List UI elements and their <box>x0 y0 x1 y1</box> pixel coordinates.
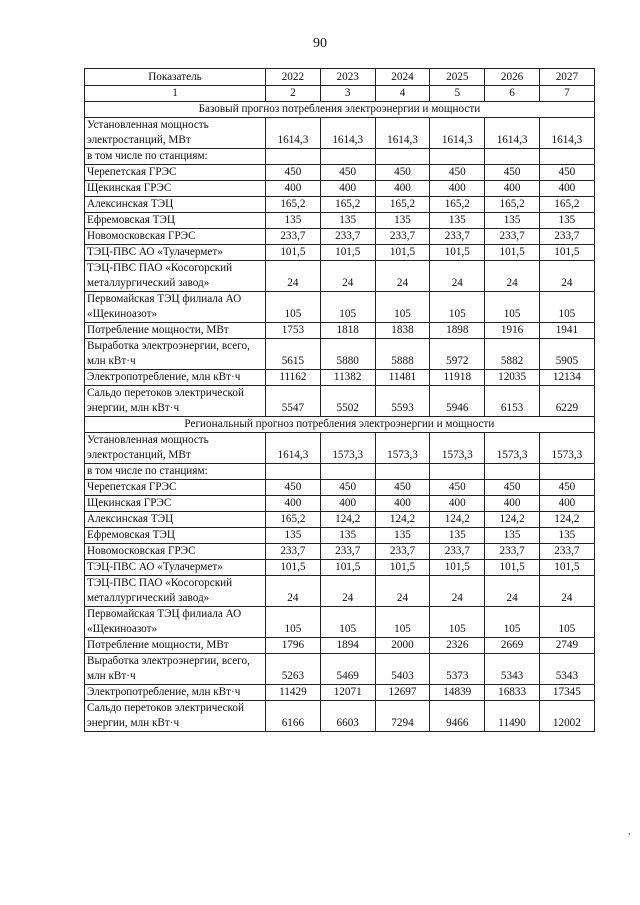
value-cell: 450 <box>430 165 485 181</box>
value-cell: 233,7 <box>430 544 485 560</box>
header-year: 2023 <box>320 69 375 86</box>
value-cell: 400 <box>539 181 594 197</box>
value-cell: 400 <box>430 181 485 197</box>
value-cell: 400 <box>485 181 540 197</box>
table-row <box>85 292 595 323</box>
value-cell: 1614,3 <box>320 118 375 149</box>
value-cell: 105 <box>485 607 540 638</box>
value-cell: 1614,3 <box>266 433 321 464</box>
value-cell: 400 <box>320 496 375 512</box>
table-row <box>85 685 595 701</box>
table-row <box>85 576 595 607</box>
row-label: ТЭЦ-ПВС ПАО «Косогорский металлургический завод» <box>85 261 266 292</box>
row-label: Первомайская ТЭЦ филиала АО «Щекиноазот» <box>85 607 266 638</box>
value-cell: 1614,3 <box>485 118 540 149</box>
value-cell: 24 <box>430 576 485 607</box>
value-cell: 135 <box>430 213 485 229</box>
column-index: 6 <box>485 86 540 102</box>
value-cell: 135 <box>485 528 540 544</box>
value-cell: 233,7 <box>375 544 430 560</box>
value-cell: 1573,3 <box>430 433 485 464</box>
row-label: Сальдо перетоков электрической энергии, млн кВт·ч <box>85 701 266 732</box>
value-cell: 101,5 <box>320 560 375 576</box>
value-cell: 105 <box>430 292 485 323</box>
section-title-row <box>85 417 595 433</box>
forecast-table <box>84 68 595 732</box>
value-cell: 6153 <box>485 386 540 417</box>
value-cell <box>430 464 485 480</box>
value-cell: 135 <box>375 528 430 544</box>
table-row <box>85 149 595 165</box>
table-row <box>85 607 595 638</box>
value-cell: 450 <box>485 165 540 181</box>
header-year: 2025 <box>430 69 485 86</box>
value-cell: 12134 <box>539 370 594 386</box>
column-index: 2 <box>266 86 321 102</box>
value-cell: 24 <box>539 576 594 607</box>
row-label: Ефремовская ТЭЦ <box>85 528 266 544</box>
table-row <box>85 638 595 654</box>
value-cell: 1818 <box>320 323 375 339</box>
value-cell: 1614,3 <box>266 118 321 149</box>
value-cell: 5882 <box>485 339 540 370</box>
value-cell: 105 <box>485 292 540 323</box>
value-cell: 101,5 <box>430 245 485 261</box>
value-cell: 101,5 <box>485 245 540 261</box>
value-cell: 101,5 <box>539 560 594 576</box>
value-cell: 101,5 <box>375 245 430 261</box>
row-label: Выработка электроэнергии, всего, млн кВт·ч <box>85 654 266 685</box>
table-row <box>85 464 595 480</box>
value-cell: 5263 <box>266 654 321 685</box>
value-cell: 135 <box>320 528 375 544</box>
value-cell: 233,7 <box>375 229 430 245</box>
value-cell <box>375 464 430 480</box>
value-cell <box>266 464 321 480</box>
page-number: 90 <box>313 36 327 51</box>
value-cell: 12035 <box>485 370 540 386</box>
header-year: 2022 <box>266 69 321 86</box>
value-cell: 5593 <box>375 386 430 417</box>
value-cell: 1573,3 <box>320 433 375 464</box>
value-cell: 124,2 <box>485 512 540 528</box>
value-cell: 233,7 <box>430 229 485 245</box>
value-cell: 450 <box>485 480 540 496</box>
value-cell: 5373 <box>430 654 485 685</box>
table-row <box>85 339 595 370</box>
value-cell: 12071 <box>320 685 375 701</box>
value-cell: 233,7 <box>320 544 375 560</box>
table-row <box>85 528 595 544</box>
value-cell: 1898 <box>430 323 485 339</box>
table-row <box>85 213 595 229</box>
value-cell: 165,2 <box>375 197 430 213</box>
value-cell: 105 <box>430 607 485 638</box>
value-cell: 1838 <box>375 323 430 339</box>
value-cell: 5946 <box>430 386 485 417</box>
table-row <box>85 118 595 149</box>
value-cell: 101,5 <box>539 245 594 261</box>
value-cell: 400 <box>266 181 321 197</box>
value-cell <box>485 149 540 165</box>
table-row <box>85 560 595 576</box>
value-cell: 124,2 <box>539 512 594 528</box>
value-cell: 124,2 <box>375 512 430 528</box>
value-cell: 11481 <box>375 370 430 386</box>
value-cell: 450 <box>430 480 485 496</box>
value-cell: 1894 <box>320 638 375 654</box>
value-cell: 135 <box>266 528 321 544</box>
value-cell: 1941 <box>539 323 594 339</box>
table-row <box>85 480 595 496</box>
table-row <box>85 197 595 213</box>
column-index: 7 <box>539 86 594 102</box>
value-cell: 9466 <box>430 701 485 732</box>
value-cell: 450 <box>320 165 375 181</box>
value-cell: 5343 <box>539 654 594 685</box>
value-cell: 5547 <box>266 386 321 417</box>
value-cell: 233,7 <box>266 229 321 245</box>
value-cell: 233,7 <box>320 229 375 245</box>
value-cell: 105 <box>375 292 430 323</box>
value-cell: 400 <box>320 181 375 197</box>
value-cell: 1614,3 <box>539 118 594 149</box>
value-cell <box>485 464 540 480</box>
table-row <box>85 386 595 417</box>
value-cell: 7294 <box>375 701 430 732</box>
row-label: Потребление мощности, МВт <box>85 323 266 339</box>
value-cell: 12002 <box>539 701 594 732</box>
value-cell: 5880 <box>320 339 375 370</box>
value-cell: 5403 <box>375 654 430 685</box>
row-label: Установленная мощность электростанций, МВт <box>85 118 266 149</box>
value-cell: 105 <box>539 292 594 323</box>
row-label: Электропотребление, млн кВт·ч <box>85 370 266 386</box>
value-cell <box>539 149 594 165</box>
table-row <box>85 701 595 732</box>
table-row <box>85 544 595 560</box>
value-cell: 11429 <box>266 685 321 701</box>
value-cell: 6229 <box>539 386 594 417</box>
value-cell: 24 <box>375 261 430 292</box>
value-cell: 165,2 <box>485 197 540 213</box>
row-label: Потребление мощности, МВт <box>85 638 266 654</box>
value-cell: 2749 <box>539 638 594 654</box>
value-cell: 2000 <box>375 638 430 654</box>
value-cell: 2669 <box>485 638 540 654</box>
value-cell: 135 <box>266 213 321 229</box>
row-label: Щекинская ГРЭС <box>85 496 266 512</box>
value-cell: 101,5 <box>266 245 321 261</box>
row-label: Щекинская ГРЭС <box>85 181 266 197</box>
value-cell <box>539 464 594 480</box>
row-label: Алексинская ТЭЦ <box>85 197 266 213</box>
value-cell: 11162 <box>266 370 321 386</box>
value-cell: 1573,3 <box>485 433 540 464</box>
value-cell: 124,2 <box>430 512 485 528</box>
value-cell: 6603 <box>320 701 375 732</box>
value-cell: 135 <box>430 528 485 544</box>
table-header-row <box>85 69 595 86</box>
value-cell: 1614,3 <box>430 118 485 149</box>
value-cell: 1614,3 <box>375 118 430 149</box>
value-cell: 11490 <box>485 701 540 732</box>
value-cell: 105 <box>320 292 375 323</box>
value-cell: 5905 <box>539 339 594 370</box>
value-cell: 14839 <box>430 685 485 701</box>
table-row <box>85 165 595 181</box>
value-cell: 450 <box>375 480 430 496</box>
column-index: 3 <box>320 86 375 102</box>
row-label: Новомосковская ГРЭС <box>85 544 266 560</box>
value-cell: 165,2 <box>430 197 485 213</box>
value-cell: 101,5 <box>375 560 430 576</box>
value-cell: 24 <box>539 261 594 292</box>
value-cell: 233,7 <box>539 229 594 245</box>
margin-mark: , <box>628 826 631 837</box>
value-cell: 165,2 <box>320 197 375 213</box>
value-cell <box>375 149 430 165</box>
value-cell: 24 <box>485 576 540 607</box>
value-cell: 105 <box>320 607 375 638</box>
row-label: Алексинская ТЭЦ <box>85 512 266 528</box>
value-cell: 400 <box>430 496 485 512</box>
row-label: Установленная мощность электростанций, МВт <box>85 433 266 464</box>
section-title-row <box>85 102 595 118</box>
value-cell: 24 <box>430 261 485 292</box>
value-cell <box>430 149 485 165</box>
value-cell: 24 <box>485 261 540 292</box>
value-cell: 5502 <box>320 386 375 417</box>
value-cell: 135 <box>320 213 375 229</box>
table-row <box>85 433 595 464</box>
value-cell: 400 <box>375 181 430 197</box>
table-row <box>85 261 595 292</box>
value-cell: 450 <box>266 480 321 496</box>
value-cell: 233,7 <box>485 544 540 560</box>
row-label: Выработка электроэнергии, всего, млн кВт·ч <box>85 339 266 370</box>
value-cell: 165,2 <box>266 197 321 213</box>
table-row <box>85 245 595 261</box>
value-cell: 400 <box>266 496 321 512</box>
value-cell: 1796 <box>266 638 321 654</box>
header-year: 2027 <box>539 69 594 86</box>
value-cell: 400 <box>485 496 540 512</box>
value-cell: 450 <box>320 480 375 496</box>
column-index-row <box>85 86 595 102</box>
value-cell: 17345 <box>539 685 594 701</box>
value-cell: 135 <box>539 213 594 229</box>
row-label: Электропотребление, млн кВт·ч <box>85 685 266 701</box>
value-cell: 101,5 <box>320 245 375 261</box>
table-row <box>85 323 595 339</box>
table-row <box>85 370 595 386</box>
value-cell: 400 <box>539 496 594 512</box>
value-cell <box>320 464 375 480</box>
table-row <box>85 654 595 685</box>
value-cell: 105 <box>539 607 594 638</box>
row-label: Новомосковская ГРЭС <box>85 229 266 245</box>
value-cell: 105 <box>375 607 430 638</box>
section-title: Региональный прогноз потребления электроэнергии и мощности <box>85 417 595 433</box>
table-row <box>85 229 595 245</box>
row-label: ТЭЦ-ПВС АО «Тулачермет» <box>85 560 266 576</box>
table-row <box>85 496 595 512</box>
value-cell <box>320 149 375 165</box>
value-cell: 5972 <box>430 339 485 370</box>
value-cell: 233,7 <box>266 544 321 560</box>
value-cell: 6166 <box>266 701 321 732</box>
value-cell: 5343 <box>485 654 540 685</box>
value-cell: 101,5 <box>430 560 485 576</box>
table-row <box>85 181 595 197</box>
row-label: ТЭЦ-ПВС ПАО «Косогорский металлургический завод» <box>85 576 266 607</box>
column-index: 1 <box>85 86 266 102</box>
value-cell: 124,2 <box>320 512 375 528</box>
value-cell: 233,7 <box>485 229 540 245</box>
value-cell: 135 <box>375 213 430 229</box>
value-cell <box>266 149 321 165</box>
row-label: ТЭЦ-ПВС АО «Тулачермет» <box>85 245 266 261</box>
row-label: Ефремовская ТЭЦ <box>85 213 266 229</box>
value-cell: 11918 <box>430 370 485 386</box>
value-cell: 101,5 <box>266 560 321 576</box>
row-label: Черепетская ГРЭС <box>85 165 266 181</box>
column-index: 5 <box>430 86 485 102</box>
value-cell: 1753 <box>266 323 321 339</box>
value-cell: 101,5 <box>485 560 540 576</box>
value-cell: 233,7 <box>539 544 594 560</box>
value-cell: 450 <box>375 165 430 181</box>
value-cell: 16833 <box>485 685 540 701</box>
column-index: 4 <box>375 86 430 102</box>
value-cell: 24 <box>320 261 375 292</box>
value-cell: 5888 <box>375 339 430 370</box>
header-year: 2024 <box>375 69 430 86</box>
value-cell: 135 <box>539 528 594 544</box>
row-label: Сальдо перетоков электрической энергии, млн кВт·ч <box>85 386 266 417</box>
value-cell: 450 <box>266 165 321 181</box>
value-cell: 105 <box>266 607 321 638</box>
value-cell: 105 <box>266 292 321 323</box>
value-cell: 24 <box>266 261 321 292</box>
value-cell: 450 <box>539 480 594 496</box>
value-cell: 24 <box>320 576 375 607</box>
value-cell: 400 <box>375 496 430 512</box>
value-cell: 24 <box>375 576 430 607</box>
value-cell: 5469 <box>320 654 375 685</box>
value-cell: 5615 <box>266 339 321 370</box>
value-cell: 165,2 <box>266 512 321 528</box>
value-cell: 165,2 <box>539 197 594 213</box>
value-cell: 2326 <box>430 638 485 654</box>
row-label: в том числе по станциям: <box>85 149 266 165</box>
value-cell: 12697 <box>375 685 430 701</box>
row-label: Черепетская ГРЭС <box>85 480 266 496</box>
value-cell: 1573,3 <box>539 433 594 464</box>
value-cell: 1573,3 <box>375 433 430 464</box>
value-cell: 1916 <box>485 323 540 339</box>
value-cell: 11382 <box>320 370 375 386</box>
section-title: Базовый прогноз потребления электроэнергии и мощности <box>85 102 595 118</box>
value-cell: 135 <box>485 213 540 229</box>
row-label: в том числе по станциям: <box>85 464 266 480</box>
header-indicator: Показатель <box>85 69 266 86</box>
header-year: 2026 <box>485 69 540 86</box>
table-row <box>85 512 595 528</box>
value-cell: 450 <box>539 165 594 181</box>
row-label: Первомайская ТЭЦ филиала АО «Щекиноазот» <box>85 292 266 323</box>
value-cell: 24 <box>266 576 321 607</box>
